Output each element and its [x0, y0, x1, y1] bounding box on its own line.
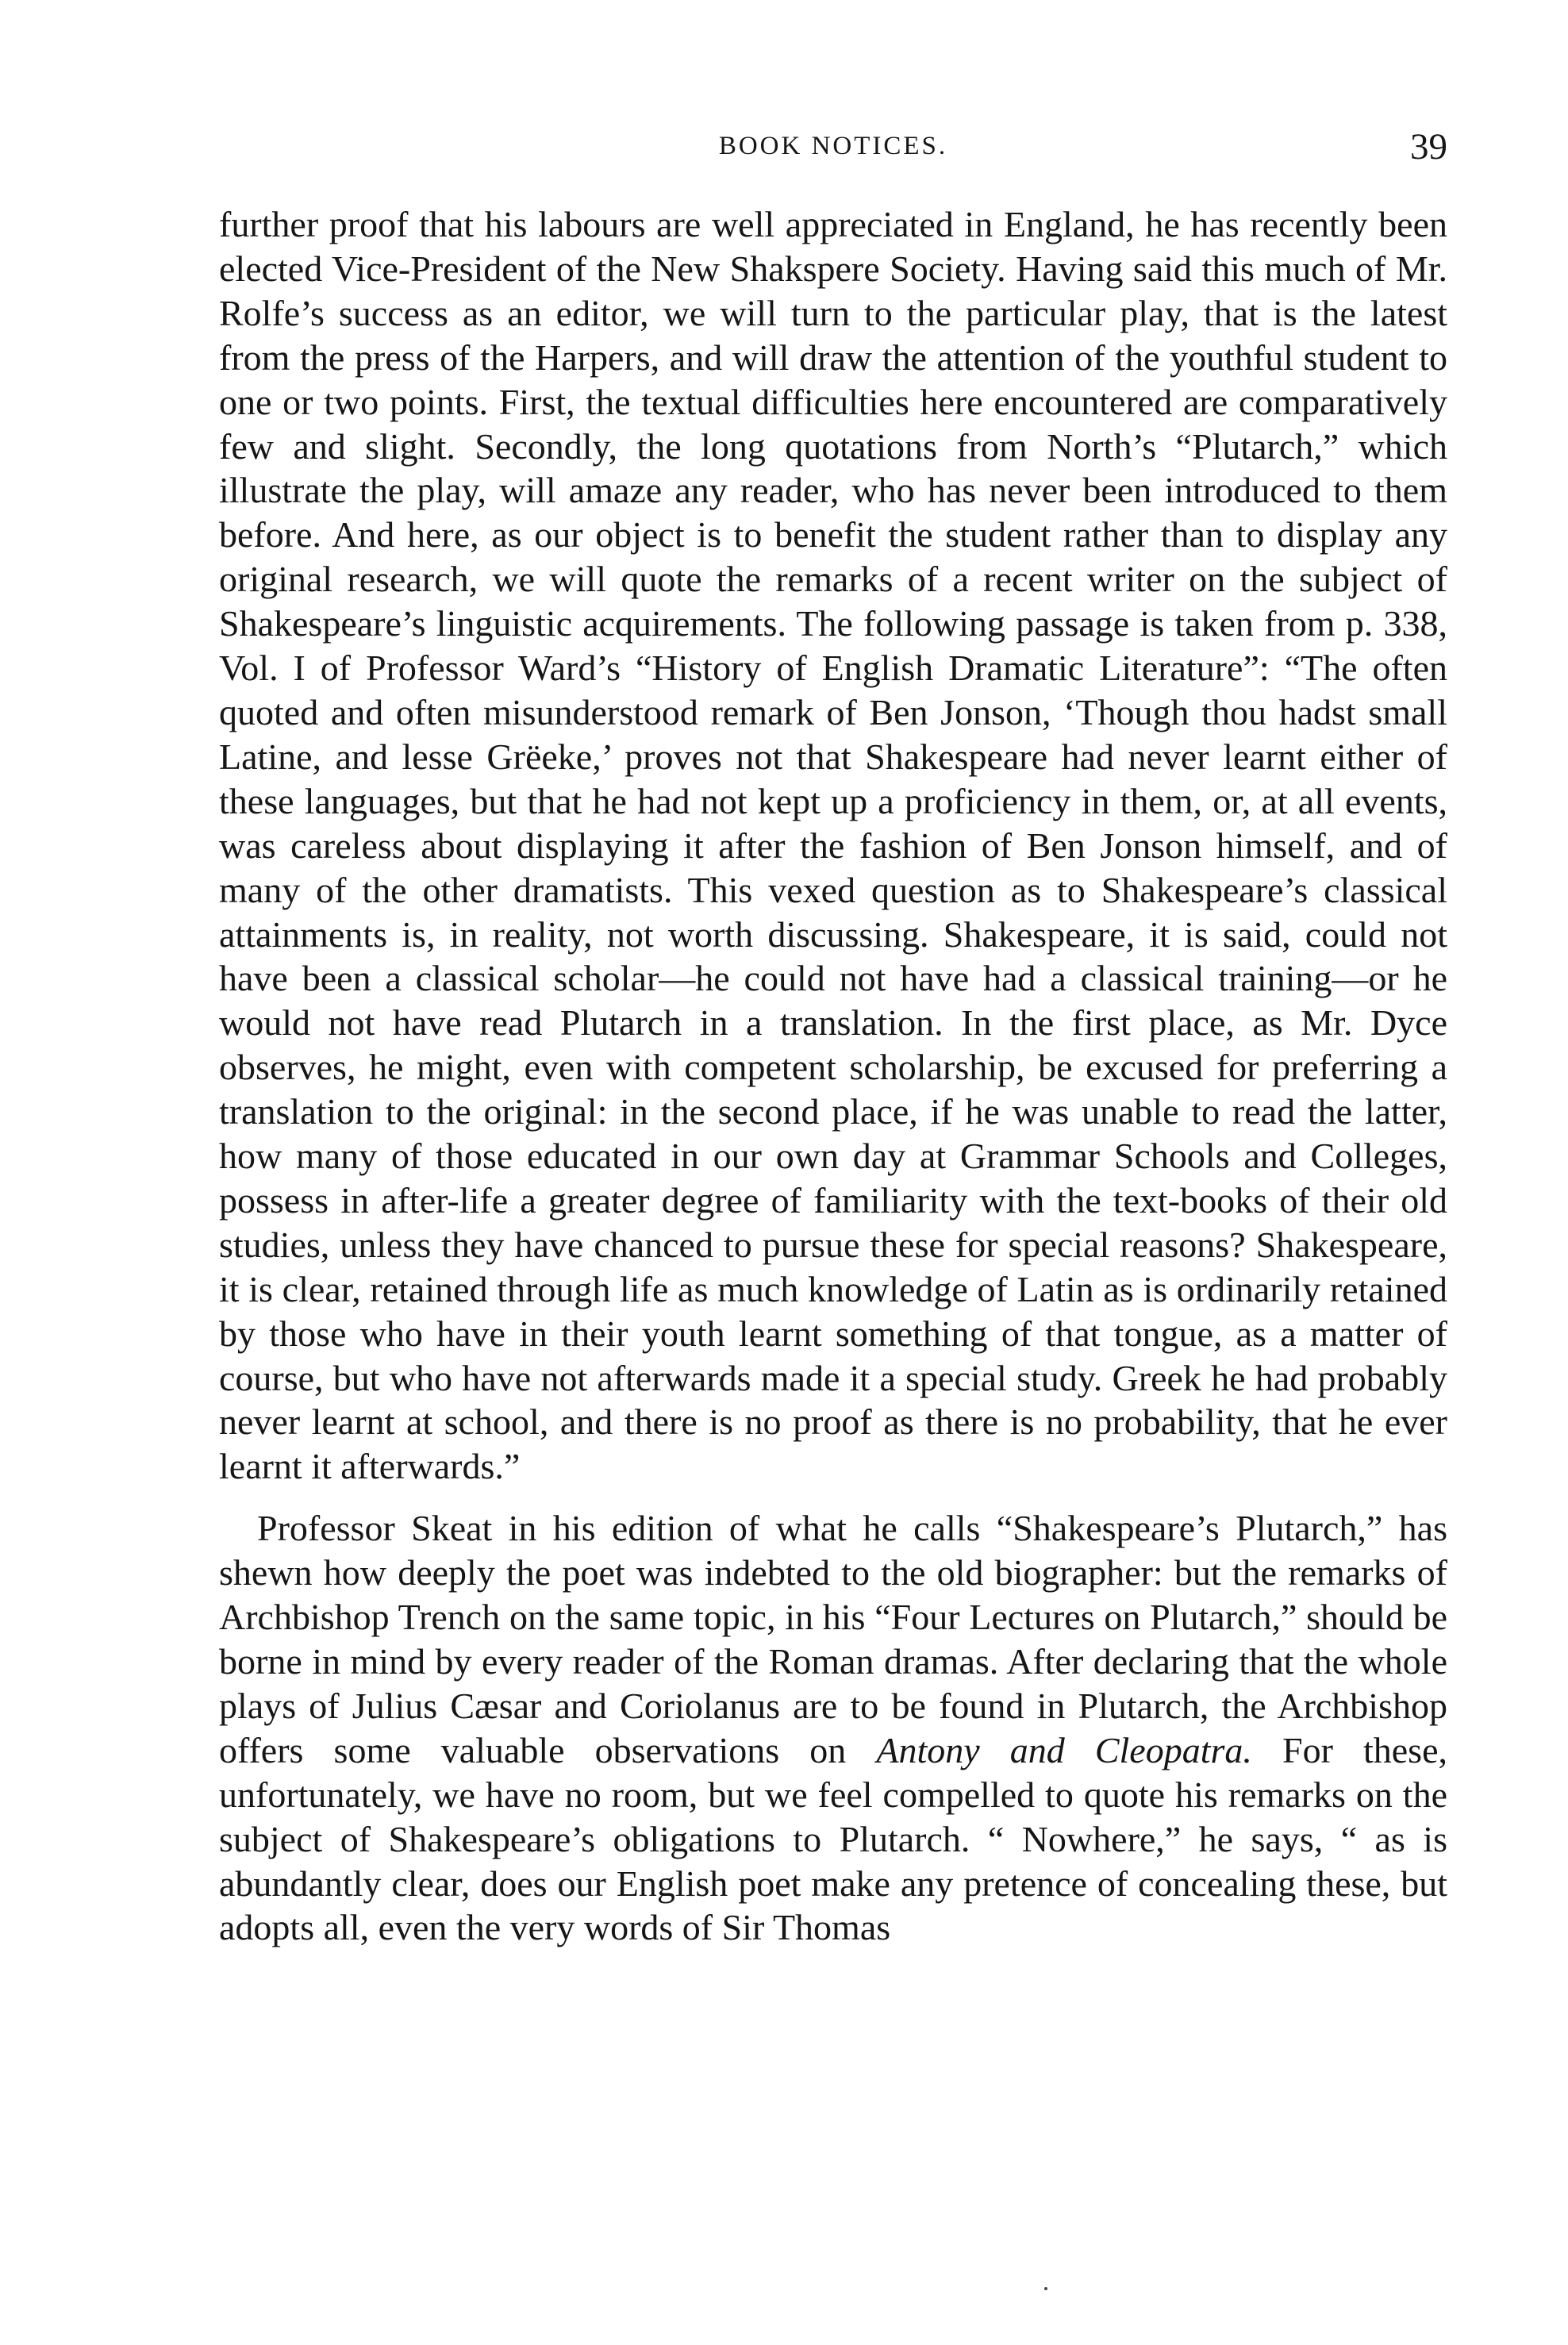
- page-number: 39: [1410, 126, 1447, 167]
- paragraph-2-text-start: Professor Skeat in his edition of what he calls “Shakespeare’s Plutarch,” has shewn how deeply the poet was indebted to the old biographer: but the remarks of Archbishop Trench on the same topic, in his “Four Lectures on Plutarch,” should be borne in mind by every reader of the Roman dramas. After declaring that the whole plays of Julius Cæsar and Coriolanus are to be found in Plutarch, the Archbishop offers some valuable observations on: [219, 1508, 1447, 1770]
- body-text: [219, 202, 1447, 1950]
- play-title-italic: Antony and Cleopatra.: [876, 1729, 1252, 1770]
- footer-dot-mark: [1044, 2287, 1047, 2290]
- paragraph-2: [219, 1506, 1447, 1950]
- running-title: BOOK NOTICES.: [718, 132, 948, 160]
- running-head: [219, 125, 1447, 173]
- paragraph-2-text-end: For these, unfortunately, we have no room, but we feel compelled to quote his remarks on the subject of Shakespeare’s obligations to Plutarch. “ Nowhere,” he says, “ as is abundantly clear, does our English poet make any pretence of concealing these, but adopts all, even the very words of Sir Thomas: [219, 1729, 1447, 1948]
- paragraph-1: further proof that his labours are well appreciated in England, he has recently been elected Vice-President of the New Shakspere Society. Having said this much of Mr. Rolfe’s success as an editor, we will turn to the particular play, that is the latest from the press of the Harpers, and will draw the attention of the youthful student to one or two points. First, the textual difficulties here encountered are comparatively few and slight. Secondly, the long quotations from North’s “Plutarch,” which illustrate the play, will amaze any reader, who has never been introduced to them before. And here, as our object is to benefit the student rather than to display any original research, we will quote the remarks of a recent writer on the subject of Shakespeare’s linguistic acquirements. The following passage is taken from p. 338, Vol. I of Professor Ward’s “History of English Dramatic Literature”: “The often quoted and often misunderstood remark of Ben Jonson, ‘Though thou hadst small Latine, and lesse Grëeke,’ proves not that Shakespeare had never learnt either of these languages, but that he had not kept up a proficiency in them, or, at all events, was careless about displaying it after the fashion of Ben Jonson himself, and of many of the other dramatists. This vexed question as to Shakespeare’s classical attainments is, in reality, not worth discussing. Shakespeare, it is said, could not have been a classical scholar—he could not have had a classical training—or he would not have read Plutarch in a translation. In the first place, as Mr. Dyce observes, he might, even with competent scholarship, be excused for preferring a translation to the original: in the second place, if he was unable to read the latter, how many of those educated in our own day at Grammar Schools and Colleges, possess in after-life a greater degree of familiarity with the text-books of their old studies, unless they have chanced to pursue these for special reasons? Shakespeare, it is clear, retained through life as much knowledge of Latin as is ordinarily retained by those who have in their youth learnt something of that tongue, as a matter of course, but who have not afterwards made it a special study. Greek he had probably never learnt at school, and there is no proof as there is no probability, that he ever learnt it afterwards.”: [219, 204, 1447, 1487]
